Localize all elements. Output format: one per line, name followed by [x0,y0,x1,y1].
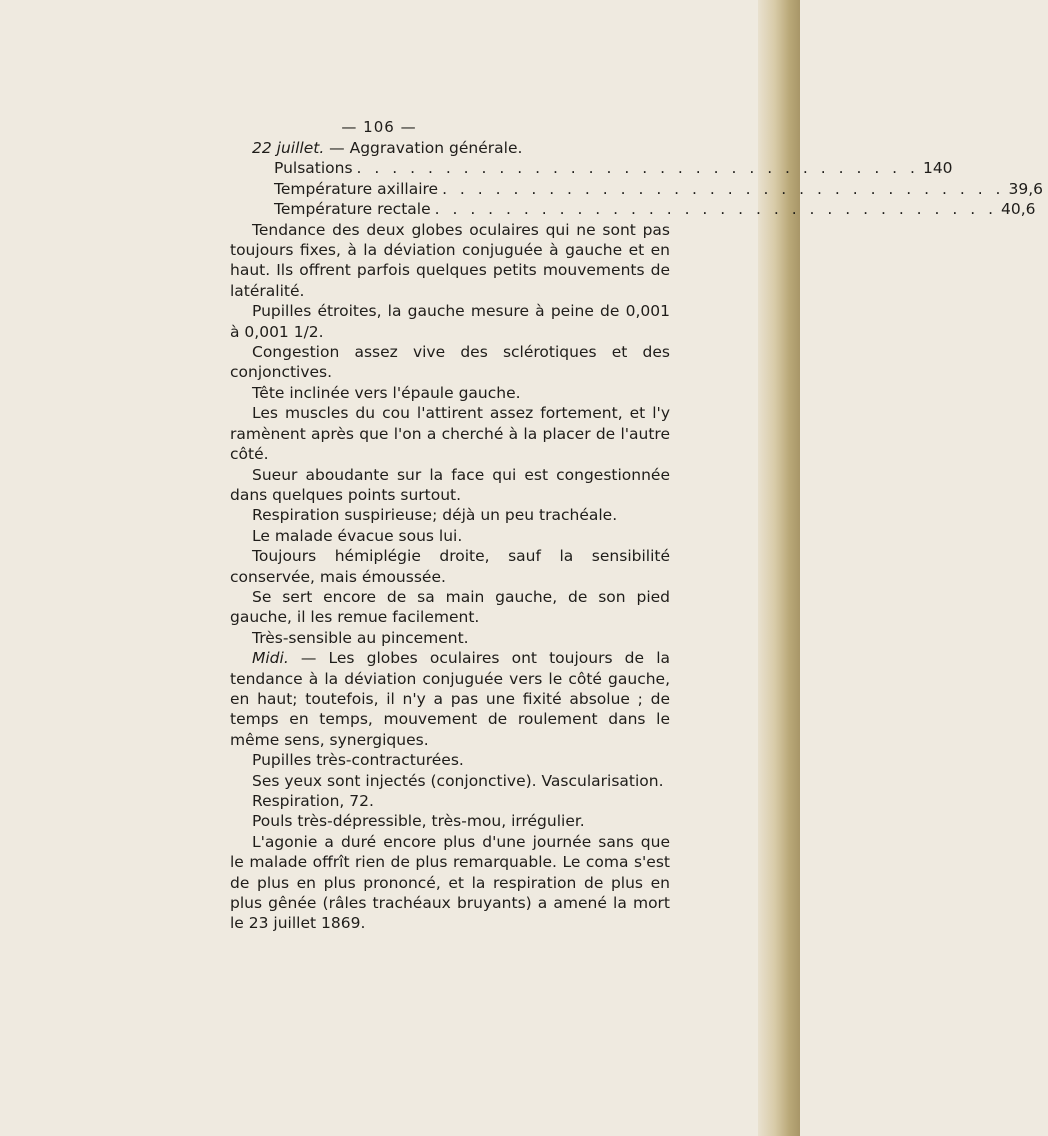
paragraph: Sueur aboudante sur la face qui est congestionnée dans quelques points surtout. [230,465,670,504]
text-body [230,138,1043,934]
paragraph: Les muscles du cou l'attirent assez fortement, et l'y ramènent après que l'on a cherché à la placer de l'autre côté. [230,404,670,464]
midi-text: — Les globes oculaires ont toujours de la tendance à la déviation conjuguée vers le côté gauche, en haut; toutefois, il n'y a pas une fixité absolue ; de temps en temps, mouvement de roulement dans le même sens, synergiques. [230,649,670,749]
paragraph: Pupilles très-contracturées. [252,751,464,770]
midi-label: Midi. [252,649,289,668]
paragraph: Toujours hémiplégie droite, sauf la sensibilité conservée, mais émoussée. [230,547,670,586]
measurement-row [274,199,1036,219]
page-number: — 106 — [341,118,417,136]
paragraph: Pouls très-dépressible, très-mou, irrégulier. [252,812,585,831]
leader-dots: . . . . . . . . . . . . . . . . . . . . . . . . . . . . . . . . [434,200,998,219]
paragraph: Congestion assez vive des sclérotiques et des conjonctives. [230,343,670,382]
paragraph: Se sert encore de sa main gauche, de son pied gauche, il les remue facilement. [230,587,670,627]
measurement-label: Température rectale [274,200,431,219]
entry-heading-paragraph [230,138,670,158]
paragraph: Ses yeux sont injectés (conjonctive). Vascularisation. [252,771,664,790]
paragraph: Très-sensible au pincement. [252,628,469,647]
paragraph: Tendance des deux globes oculaires qui ne sont pas toujours fixes, à la déviation conjuguée à gauche et en haut. Ils offrent parfois quelques petits mouvements de latéralité. [230,220,670,300]
measurement-value: 40,6 [1001,200,1036,219]
paragraph: Tête inclinée vers l'épaule gauche. [252,383,521,402]
leader-dots: . . . . . . . . . . . . . . . . . . . . . . . . . . . . . . . . [356,159,919,178]
paragraph: Pupilles étroites, la gauche mesure à peine de 0,001 à 0,001 1/2. [230,302,670,341]
measurement-label: Pulsations [274,159,353,178]
entry-date: 22 juillet. [252,139,325,157]
measurement-label: Température axillaire [274,179,439,198]
paragraph: L'agonie a duré encore plus d'une journée sans que le malade offrît rien de plus remarquable. Le coma s'est de plus en plus prononcé, et la respiration de plus en plus gênée (râles trachéaux bruyants) a amené la mort le 23 juillet 1869. [230,832,670,933]
measurement-row [274,179,1043,199]
entry-heading: — Aggravation générale. [324,139,523,157]
paragraph: Respiration suspirieuse; déjà un peu trachéale. [252,506,618,525]
paragraph: Respiration, 72. [252,792,374,810]
paragraph: Le malade évacue sous lui. [252,526,463,545]
measurement-value: 39,6 [1008,179,1043,198]
measurement-value: 140 [922,159,953,178]
leader-dots: . . . . . . . . . . . . . . . . . . . . . . . . . . . . . . . . [442,179,1005,198]
measurement-row [274,158,953,178]
midi-paragraph [230,648,670,750]
